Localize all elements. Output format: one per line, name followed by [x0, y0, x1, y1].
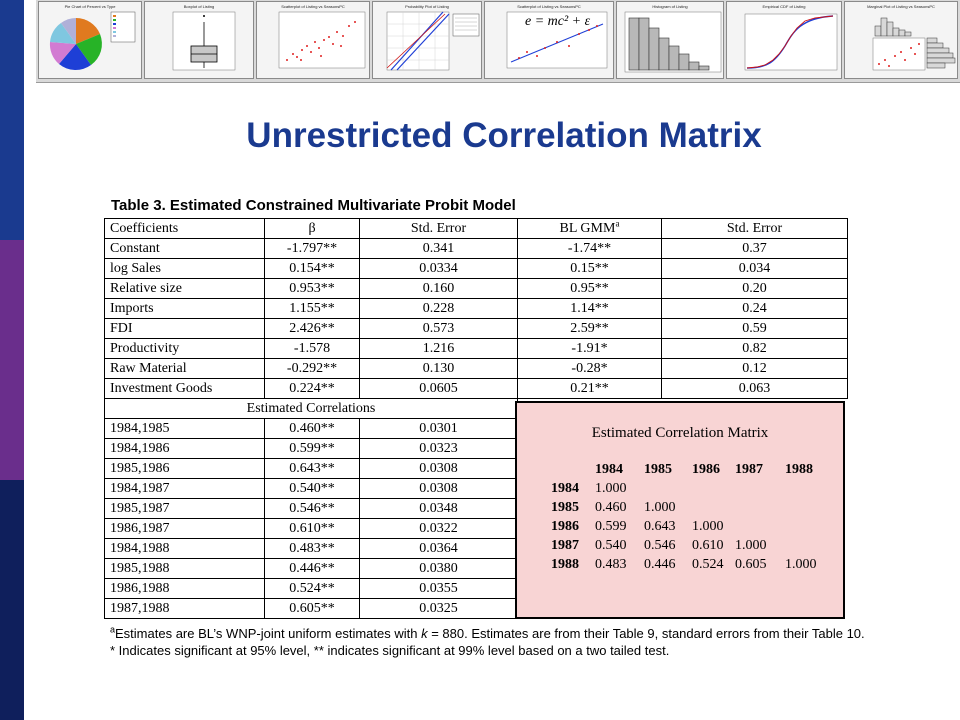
table-cell: Investment Goods	[105, 379, 265, 399]
footnote-a	[110, 625, 870, 642]
thumbnail-title: Probability Plot of Listing	[405, 4, 449, 9]
table-cell: Imports	[105, 299, 265, 319]
slide-title: Unrestricted Correlation Matrix	[246, 116, 762, 155]
thumbnail-histogram	[616, 1, 724, 79]
table-cell: 0.063	[662, 379, 848, 399]
table-cell: Raw Material	[105, 359, 265, 379]
table-cell: 1984,1988	[105, 539, 265, 559]
thumbnail-title: Scatterplot of Listing vs SeasonsPC	[281, 4, 345, 9]
matrix-cell: 0.524	[692, 557, 724, 572]
table-cell: 0.154**	[265, 259, 360, 279]
footnote-significance: * Indicates significant at 95% level, ** indicates significant at 99% level based on a two tailed test.	[110, 643, 670, 658]
thumbnail-title: Marginal Plot of Listing vs SeasonsPC	[867, 4, 935, 9]
table-row	[105, 339, 848, 359]
table-cell: 0.0308	[360, 459, 518, 479]
matrix-row-header: 1988	[551, 557, 579, 572]
matrix-cell: 0.446	[644, 557, 676, 572]
table-cell: Productivity	[105, 339, 265, 359]
column-header-label: β	[308, 221, 316, 236]
table-row	[105, 299, 848, 319]
matrix-row-header: 1987	[551, 538, 579, 553]
table-row	[105, 359, 848, 379]
correlation-matrix-overlay	[515, 401, 845, 619]
thumbnail-empirical-cdf	[726, 1, 842, 79]
header-footnote-marker: a	[615, 218, 620, 229]
matrix-col-header: 1985	[644, 462, 672, 477]
thumbnail-pie-chart	[38, 1, 142, 79]
thumbnail-boxplot	[144, 1, 254, 79]
matrix-col-header: 1986	[692, 462, 720, 477]
table-caption: Table 3. Estimated Constrained Multivariate Probit Model	[111, 197, 516, 214]
table-cell: 0.20	[662, 279, 848, 299]
table-cell: 1986,1987	[105, 519, 265, 539]
table-cell: 0.0355	[360, 579, 518, 599]
matrix-row-header: 1986	[551, 519, 579, 534]
table-cell: 0.524**	[265, 579, 360, 599]
table-cell: 1986,1988	[105, 579, 265, 599]
thumbnail-marginal-plot	[844, 1, 958, 79]
table-row	[105, 259, 848, 279]
matrix-cell: 1.000	[735, 538, 767, 553]
table-cell: 0.643**	[265, 459, 360, 479]
table-cell: 0.0605	[360, 379, 518, 399]
table-cell: 0.953**	[265, 279, 360, 299]
column-header-label: BL GMM	[559, 221, 616, 236]
thumbnail-formula: e = mc² + ε	[525, 14, 591, 29]
table-cell: 0.160	[360, 279, 518, 299]
matrix-cell: 1.000	[785, 557, 817, 572]
column-header	[518, 219, 662, 239]
table-cell: 0.0301	[360, 419, 518, 439]
table-footnotes	[110, 625, 870, 659]
column-header-label: Coefficients	[110, 221, 179, 236]
column-header	[105, 219, 265, 239]
table-cell: 0.82	[662, 339, 848, 359]
table-cell: 0.605**	[265, 599, 360, 619]
table-cell: 1985,1987	[105, 499, 265, 519]
table-cell: log Sales	[105, 259, 265, 279]
slide-sidebar	[0, 0, 24, 720]
table-cell: FDI	[105, 319, 265, 339]
thumbnail-title: Histogram of Listing	[652, 4, 688, 9]
matrix-cell: 0.605	[735, 557, 767, 572]
table-cell: 1985,1988	[105, 559, 265, 579]
table-cell: 1984,1986	[105, 439, 265, 459]
table-cell: 1985,1986	[105, 459, 265, 479]
table-cell: 1.14**	[518, 299, 662, 319]
table-cell: 2.426**	[265, 319, 360, 339]
table-cell: 0.0380	[360, 559, 518, 579]
table-cell: 0.573	[360, 319, 518, 339]
table-cell: 0.37	[662, 239, 848, 259]
footnote-a-variable: k	[421, 626, 428, 641]
table-cell: 0.0308	[360, 479, 518, 499]
column-header	[662, 219, 848, 239]
thumbnail-scatterplot	[256, 1, 370, 79]
column-header-label: Std. Error	[726, 221, 783, 236]
table-cell: 1984,1985	[105, 419, 265, 439]
table-cell: 0.460**	[265, 419, 360, 439]
table-cell: 0.0322	[360, 519, 518, 539]
pie-chart-icon	[39, 2, 142, 79]
table-cell: 0.546**	[265, 499, 360, 519]
footnote-marker: a	[110, 624, 116, 635]
matrix-cell: 0.540	[595, 538, 627, 553]
column-header	[360, 219, 518, 239]
table-cell: -1.578	[265, 339, 360, 359]
table-cell: Constant	[105, 239, 265, 259]
matrix-cell: 0.610	[692, 538, 724, 553]
matrix-cell: 1.000	[644, 500, 676, 515]
table-cell: 0.12	[662, 359, 848, 379]
table-cell: -0.28*	[518, 359, 662, 379]
table-cell: 0.599**	[265, 439, 360, 459]
matrix-cell: 0.460	[595, 500, 627, 515]
table-cell: -1.91*	[518, 339, 662, 359]
thumbnail-title: Empirical CDF of Listing	[762, 4, 806, 9]
table-row	[105, 279, 848, 299]
table-cell: 0.034	[662, 259, 848, 279]
table-cell: 1.155**	[265, 299, 360, 319]
table-cell: 0.224**	[265, 379, 360, 399]
table-cell: 0.15**	[518, 259, 662, 279]
matrix-row-header: 1985	[551, 500, 579, 515]
table-row	[105, 239, 848, 259]
thumbnail-title: Pie Chart of Percent vs Type	[64, 4, 116, 9]
table-row	[105, 319, 848, 339]
matrix-cell: 1.000	[595, 481, 627, 496]
table-cell: 0.610**	[265, 519, 360, 539]
probability-plot-icon	[373, 2, 482, 79]
table-cell: 0.59	[662, 319, 848, 339]
table-cell: 0.0364	[360, 539, 518, 559]
table-cell: 0.130	[360, 359, 518, 379]
overlay-title: Estimated Correlation Matrix	[591, 425, 769, 441]
thumbnail-probability-plot	[372, 1, 482, 79]
ecdf-icon	[727, 2, 842, 79]
table-cell: 0.228	[360, 299, 518, 319]
table-cell: 1984,1987	[105, 479, 265, 499]
table-cell: 0.0323	[360, 439, 518, 459]
table-cell: 1.216	[360, 339, 518, 359]
thumbnail-scatter-formula	[484, 1, 614, 79]
table-cell: 0.0334	[360, 259, 518, 279]
table-cell: 2.59**	[518, 319, 662, 339]
matrix-cell: 0.643	[644, 519, 676, 534]
footnote-a-text-end: = 880. Estimates are from their Table 9, standard errors from their Table 10.	[427, 626, 865, 641]
table-cell: 0.95**	[518, 279, 662, 299]
table-cell: -1.74**	[518, 239, 662, 259]
table-cell: -0.292**	[265, 359, 360, 379]
histogram-icon	[617, 2, 724, 79]
matrix-cell: 0.483	[595, 557, 627, 572]
column-header-label: Std. Error	[410, 221, 467, 236]
table-cell: 0.24	[662, 299, 848, 319]
table-cell: 0.0325	[360, 599, 518, 619]
scatterplot-icon	[257, 2, 370, 79]
boxplot-icon	[145, 2, 254, 79]
matrix-row-header: 1984	[551, 481, 579, 496]
column-header	[265, 219, 360, 239]
sidebar-band-purple	[0, 240, 24, 480]
matrix-col-header: 1988	[785, 462, 813, 477]
table-cell: -1.797**	[265, 239, 360, 259]
matrix-cell: 0.546	[644, 538, 676, 553]
matrix-cell: 1.000	[692, 519, 724, 534]
table-cell: 1987,1988	[105, 599, 265, 619]
table-cell: 0.446**	[265, 559, 360, 579]
section-label: Estimated Correlations	[105, 399, 518, 419]
table-cell: 0.21**	[518, 379, 662, 399]
table-cell: 0.0348	[360, 499, 518, 519]
thumbnail-title: Scatterplot of Listing vs SeasonsPC	[517, 4, 581, 9]
table-cell: 0.483**	[265, 539, 360, 559]
marginal-plot-icon	[845, 2, 958, 79]
matrix-col-header: 1987	[735, 462, 763, 477]
table-row	[105, 379, 848, 399]
footnote-a-text-start: Estimates are BL’s WNP-joint uniform estimates with	[115, 626, 422, 641]
table-cell: Relative size	[105, 279, 265, 299]
sidebar-band-navy	[0, 480, 24, 720]
thumbnail-title: Boxplot of Listing	[183, 4, 215, 9]
chart-thumbnail-strip	[36, 0, 960, 83]
table-cell: 0.540**	[265, 479, 360, 499]
table-cell: 0.341	[360, 239, 518, 259]
matrix-cell: 0.599	[595, 519, 627, 534]
table-header-row	[105, 219, 848, 239]
matrix-col-header: 1984	[595, 462, 623, 477]
